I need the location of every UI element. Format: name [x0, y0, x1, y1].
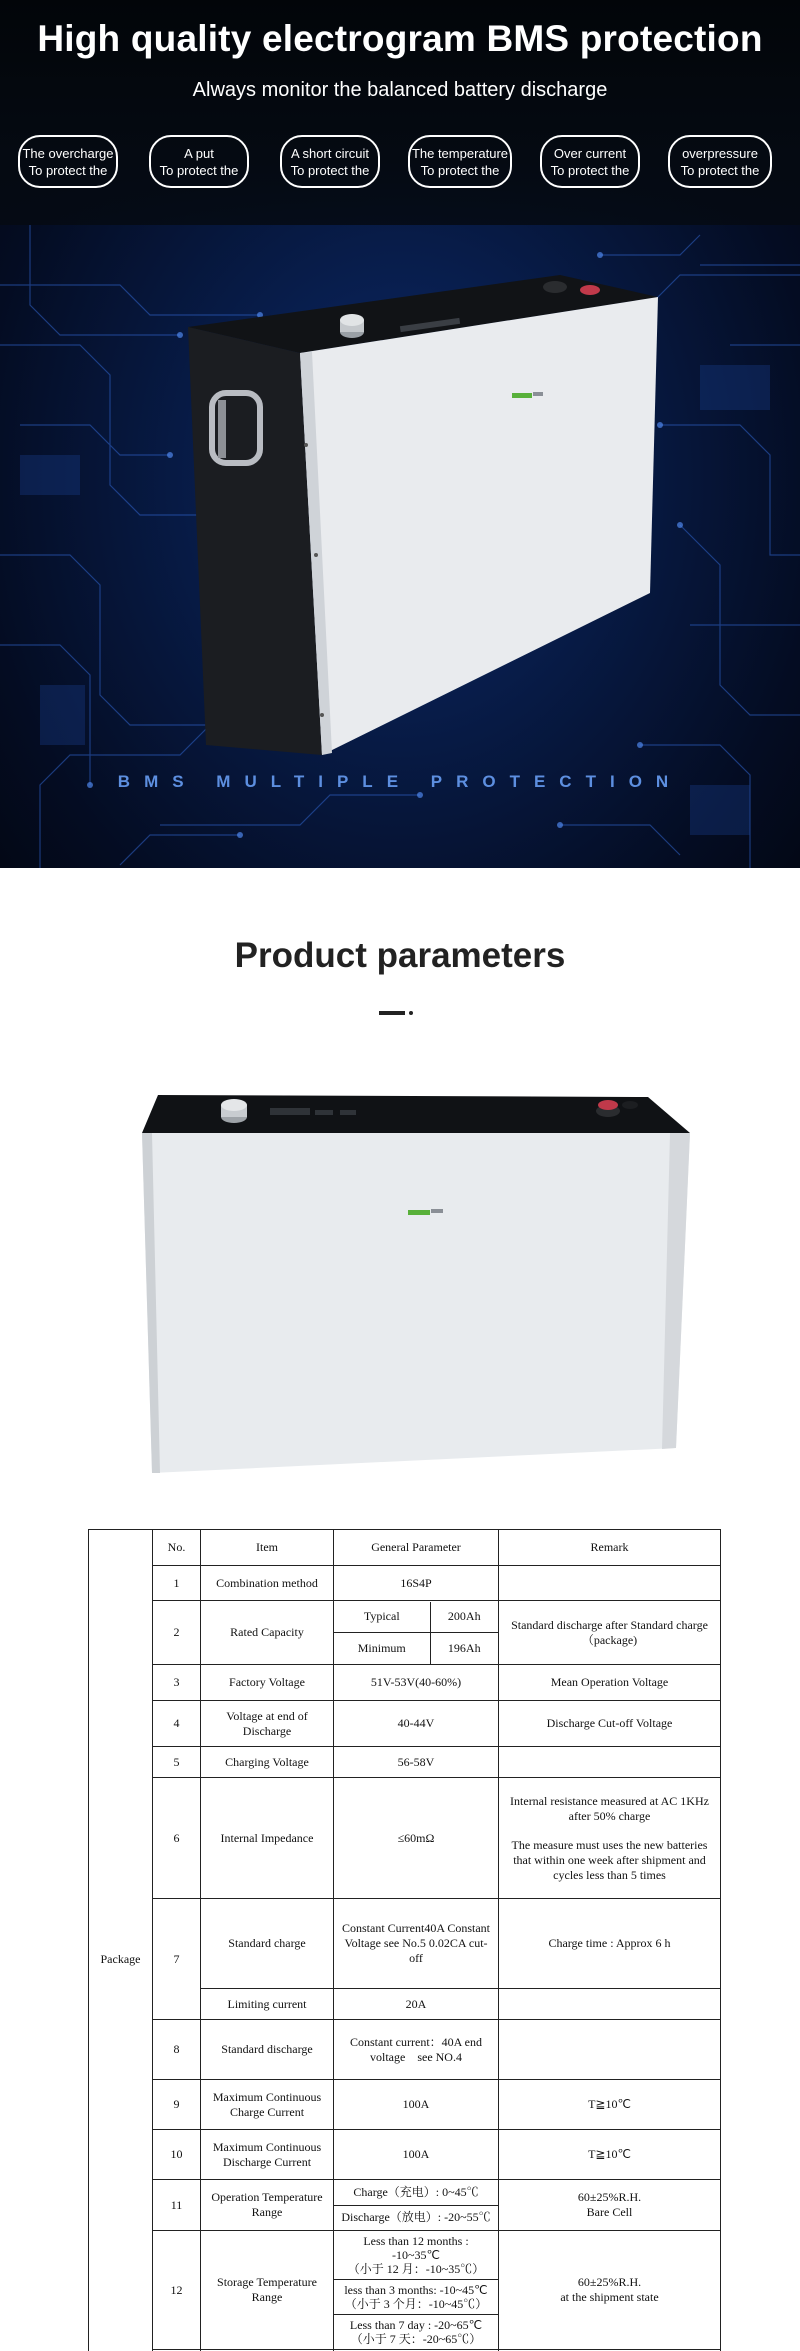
row-param: 16S4P	[334, 1566, 499, 1601]
storage-line: -10~35℃	[392, 2248, 440, 2262]
badge-line2: To protect the	[420, 163, 500, 178]
row-item: Maximum Continuous Discharge Current	[201, 2130, 334, 2180]
row-param-storage-temp	[334, 2231, 499, 2350]
package-group-cell: Package	[89, 1530, 153, 2351]
table-row	[89, 1778, 721, 1899]
badge-a-put	[149, 135, 249, 188]
badge-line1: A short circuit	[290, 146, 370, 161]
row-remark	[499, 1747, 721, 1778]
minimum-value: 196Ah	[430, 1633, 498, 1664]
capacity-subtable	[334, 1602, 498, 1664]
row-remark: T≧10℃	[499, 2080, 721, 2130]
row-item: Combination method	[201, 1566, 334, 1601]
table-row	[89, 1601, 721, 1665]
row-no: 3	[153, 1665, 201, 1701]
row-no: 4	[153, 1701, 201, 1747]
row-param: 100A	[334, 2080, 499, 2130]
storage-line: Less than 7 day : -20~65℃	[349, 2318, 483, 2332]
row-param-operation-temp	[334, 2180, 499, 2231]
section-title: Product parameters	[234, 936, 566, 975]
badge-line1: Over current	[553, 146, 627, 161]
typical-value: 200Ah	[430, 1602, 498, 1633]
title-underline-dot	[409, 1011, 413, 1015]
table-row	[89, 1747, 721, 1778]
row-remark	[499, 2180, 721, 2231]
storage-line: （小于 7 天：-20~65℃）	[350, 2332, 482, 2346]
row-item: Voltage at end of Discharge	[201, 1701, 334, 1747]
charge-temp: Charge（充电）: 0~45℃	[334, 2180, 498, 2205]
bms-tagline: BMS MULTIPLE PROTECTION	[117, 772, 683, 791]
badge-line2: To protect the	[680, 163, 760, 178]
row-param: ≤60mΩ	[334, 1778, 499, 1899]
row-remark: Mean Operation Voltage	[499, 1665, 721, 1701]
row-remark: Discharge Cut-off Voltage	[499, 1701, 721, 1747]
row-no: 1	[153, 1566, 201, 1601]
table-row	[89, 1665, 721, 1701]
typical-label: Typical	[334, 1602, 430, 1633]
badge-temperature	[408, 135, 512, 188]
header-item: Item	[201, 1530, 334, 1566]
badge-over-current	[540, 135, 640, 188]
row-remark	[499, 1566, 721, 1601]
table-row	[89, 2231, 721, 2350]
row-item: Internal Impedance	[201, 1778, 334, 1899]
badge-line1: A put	[184, 146, 214, 161]
storage-temp-subtable	[334, 2231, 498, 2349]
hero-title: High quality electrogram BMS protection	[37, 18, 763, 59]
badge-overpressure	[668, 135, 772, 188]
remark-line: at the shipment state	[560, 2290, 659, 2304]
badge-overcharge	[18, 135, 118, 188]
row-remark	[499, 2020, 721, 2080]
remark-line: 60±25%R.H.	[577, 2275, 642, 2289]
badge-line2: To protect the	[28, 163, 108, 178]
badge-line1: overpressure	[682, 146, 758, 161]
storage-line: （小于 12 月：-10~35℃）	[347, 2262, 485, 2276]
table-header-row	[89, 1530, 721, 1566]
row-param: Constant Current40A Constant Voltage see No.5 0.02CA cut-off	[334, 1899, 499, 1989]
storage-line: （小于 3 个月：-10~45℃）	[344, 2297, 488, 2311]
row-remark: T≧10℃	[499, 2130, 721, 2180]
row-no: 9	[153, 2080, 201, 2130]
row-param: 20A	[334, 1989, 499, 2020]
row-no: 6	[153, 1778, 201, 1899]
discharge-temp: Discharge（放电）: -20~55℃	[341, 2210, 491, 2225]
title-underline	[379, 1011, 405, 1015]
badge-line2: To protect the	[550, 163, 630, 178]
row-remark	[499, 2231, 721, 2350]
row-item: Standard charge	[201, 1899, 334, 1989]
storage-line: Less than 12 months :	[363, 2234, 469, 2248]
row-item: Charging Voltage	[201, 1747, 334, 1778]
protection-badges	[18, 135, 778, 192]
row-no: 2	[153, 1601, 201, 1665]
row-remark	[499, 1989, 721, 2020]
row-no: 7	[153, 1899, 201, 2020]
badge-short-circuit	[280, 135, 380, 188]
row-item: Rated Capacity	[201, 1601, 334, 1665]
table-row	[89, 1899, 721, 1989]
row-remark: Standard discharge after Standard charge（package)	[499, 1601, 721, 1665]
row-param: Constant current：40A end voltage see NO.4	[334, 2020, 499, 2080]
table-row	[89, 1566, 721, 1601]
hero-subtitle: Always monitor the balanced battery discharge	[192, 79, 608, 101]
row-no: 8	[153, 2020, 201, 2080]
row-remark	[499, 1778, 721, 1899]
row-item: Operation Temperature Range	[201, 2180, 334, 2231]
row-param-capacity	[334, 1601, 499, 1665]
header-no: No.	[153, 1530, 201, 1566]
row-param: 51V-53V(40-60%)	[334, 1665, 499, 1701]
badge-line2: To protect the	[290, 163, 370, 178]
row-item: Factory Voltage	[201, 1665, 334, 1701]
row-remark: Charge time : Approx 6 h	[499, 1899, 721, 1989]
remark-line: 60±25%R.H.	[577, 2190, 642, 2204]
parameters-table	[88, 1529, 721, 2351]
minimum-label: Minimum	[357, 1640, 406, 1655]
remark-line: Internal resistance measured at AC 1KHz after 50% charge	[510, 1793, 709, 1823]
hero-banner	[0, 0, 800, 868]
storage-line: less than 3 months: -10~45℃	[344, 2283, 488, 2297]
row-item: Limiting current	[201, 1989, 334, 2020]
row-no: 12	[153, 2231, 201, 2350]
row-no: 10	[153, 2130, 201, 2180]
battery-image-angled	[0, 225, 800, 785]
header-remark: Remark	[499, 1530, 721, 1566]
row-param: 100A	[334, 2130, 499, 2180]
row-no: 5	[153, 1747, 201, 1778]
table-row	[89, 2130, 721, 2180]
badge-line1: The temperature	[411, 146, 509, 161]
row-param: 56-58V	[334, 1747, 499, 1778]
remark-line: Bare Cell	[586, 2205, 633, 2219]
row-item: Standard discharge	[201, 2020, 334, 2080]
table-row	[89, 1701, 721, 1747]
remark-line: The measure must uses the new batteries that within one week after shipment and cycles less than 5 times	[511, 1837, 708, 1882]
table-row	[89, 2080, 721, 2130]
badge-line1: The overcharge	[22, 146, 114, 161]
row-item: Maximum Continuous Charge Current	[201, 2080, 334, 2130]
battery-image-front	[130, 1085, 700, 1485]
row-no: 11	[153, 2180, 201, 2231]
operation-temp-subtable	[334, 2180, 498, 2230]
header-param: General Parameter	[334, 1530, 499, 1566]
table-row	[89, 2180, 721, 2231]
row-item: Storage Temperature Range	[201, 2231, 334, 2350]
badge-line2: To protect the	[159, 163, 239, 178]
row-param: 40-44V	[334, 1701, 499, 1747]
table-row	[89, 2020, 721, 2080]
